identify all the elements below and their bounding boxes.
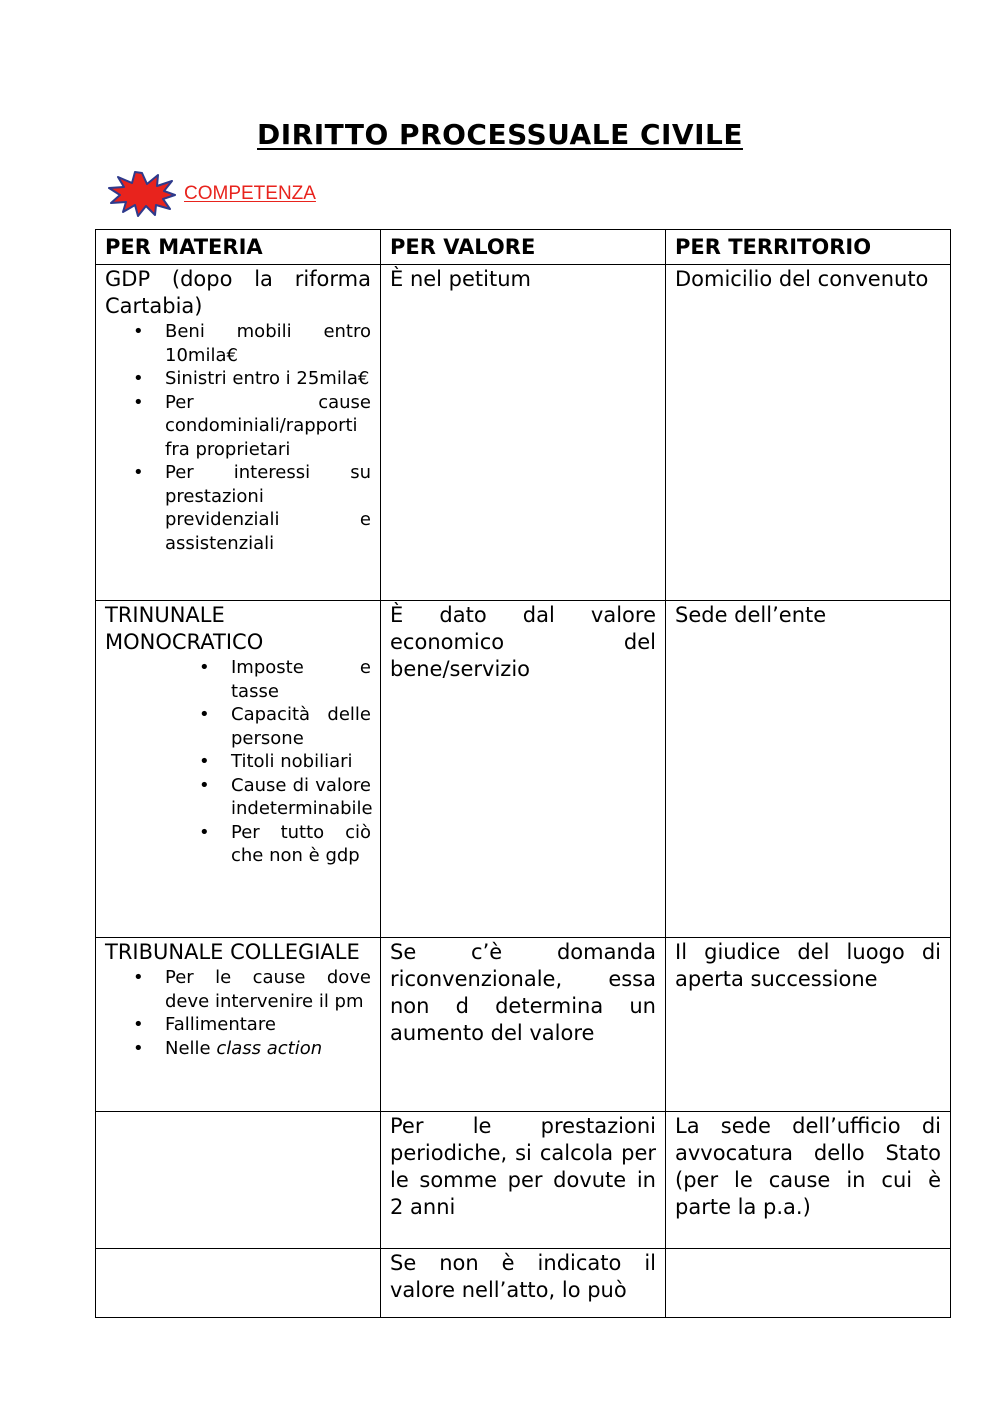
table-row: [96, 601, 951, 938]
table-header-row: [96, 230, 951, 265]
list-item: • Fallimentare: [105, 1013, 371, 1037]
materia-title: GDP (dopo la riforma Cartabia): [105, 267, 371, 318]
table-row: [96, 265, 951, 601]
red-burst-icon: [108, 171, 176, 217]
cell-materia: [96, 601, 381, 938]
list-item-italic: class action: [216, 1037, 323, 1059]
list-item-text: Nelle: [165, 1037, 217, 1059]
cell-valore: È dato dal valore economico del bene/servizio: [381, 601, 666, 938]
document-title: [0, 118, 1000, 151]
list-item: • Per interessi su prestazioni previdenziali e assistenziali: [105, 461, 371, 555]
materia-list: [105, 966, 371, 1060]
list-item: • Capacità delle persone: [105, 703, 371, 750]
cell-territorio: Domicilio del convenuto: [666, 265, 951, 601]
table-row: [96, 938, 951, 1112]
list-item: • Beni mobili entro 10mila€: [105, 320, 371, 367]
table-row: [96, 1249, 951, 1318]
header-per-territorio: PER TERRITORIO: [666, 230, 951, 265]
cell-valore: Se c’è domanda riconvenzionale, essa non d determina un aumento del valore: [381, 938, 666, 1112]
materia-list: [105, 320, 371, 555]
header-per-materia: PER MATERIA: [96, 230, 381, 265]
cell-territorio: Il giudice del luogo di aperta successione: [666, 938, 951, 1112]
cell-valore: Se non è indicato il valore nell’atto, lo può: [381, 1249, 666, 1318]
table-row: [96, 1112, 951, 1249]
list-item: • Imposte e tasse: [105, 656, 371, 703]
cell-materia: [96, 1249, 381, 1318]
list-item: • Per cause condominiali/rapporti fra proprietari: [105, 391, 371, 462]
competenza-table: [95, 229, 951, 1318]
list-item: [105, 1037, 371, 1061]
cell-territorio: [666, 1249, 951, 1318]
cell-territorio: Sede dell’ente: [666, 601, 951, 938]
section-heading: [108, 172, 316, 216]
section-label-competenza[interactable]: COMPETENZA: [184, 183, 316, 204]
document-title-text: DIRITTO PROCESSUALE CIVILE: [257, 118, 743, 151]
cell-materia: [96, 1112, 381, 1249]
cell-materia: [96, 938, 381, 1112]
materia-list: [105, 656, 371, 868]
list-item: • Per tutto ciò che non è gdp: [105, 821, 371, 868]
list-item: • Cause di valore indeterminabile: [105, 774, 371, 821]
cell-materia: [96, 265, 381, 601]
cell-valore: È nel petitum: [381, 265, 666, 601]
cell-territorio: La sede dell’ufficio di avvocatura dello Stato (per le cause in cui è parte la p.a.): [666, 1112, 951, 1249]
list-item: • Sinistri entro i 25mila€: [105, 367, 371, 391]
materia-title: TRIBUNALE COLLEGIALE: [105, 940, 360, 964]
list-item: • Per le cause dove deve intervenire il pm: [105, 966, 371, 1013]
header-per-valore: PER VALORE: [381, 230, 666, 265]
cell-valore: Per le prestazioni periodiche, si calcola per le somme per dovute in 2 anni: [381, 1112, 666, 1249]
list-item: • Titoli nobiliari: [105, 750, 371, 774]
materia-title: TRINUNALE MONOCRATICO: [105, 603, 264, 654]
